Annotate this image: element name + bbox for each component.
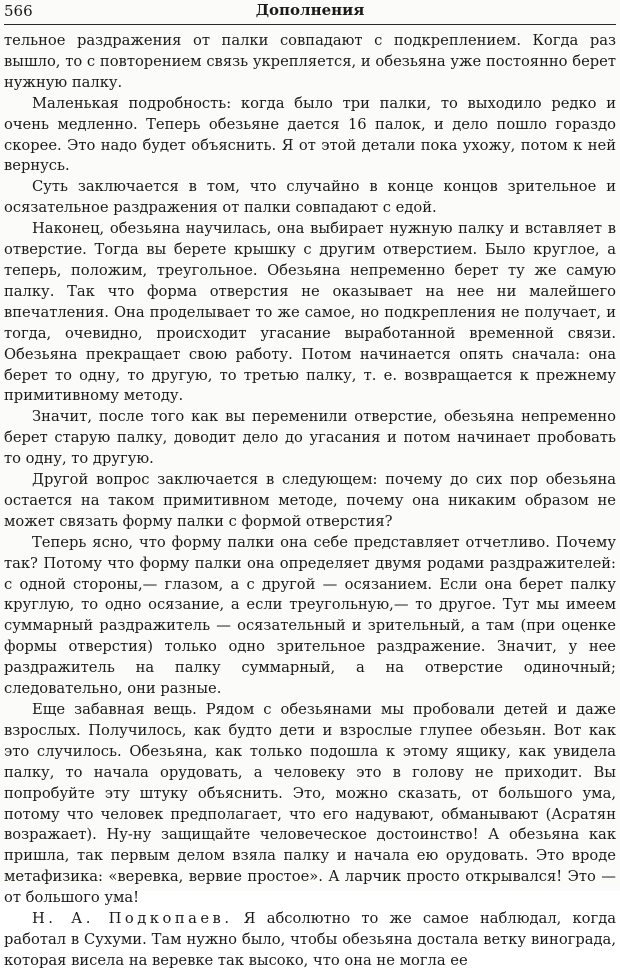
paragraph: Значит, после того как вы переменили отверстие, обезьяна непременно берет старую палку, доводит дело до угасания и потом начинает пробовать то одну, то другую. <box>4 408 616 468</box>
paragraph-speaker <box>4 909 616 972</box>
speaker-name: Н. А. Подкопаев. <box>32 910 233 928</box>
page-number: 566 <box>4 2 33 20</box>
paragraph: Наконец, обезьяна научилась, она выбирает нужную палку и вставляет в отверстие. Тогда вы берете крышку с другим отверстием. Было круглое, а теперь, положим, треугольное. Обезьяна непременно берет ту же самую палку. Так что форма отверстия не оказывает на нее ни малейшего впечатления. Она проделывает то же самое, но подкрепления не получает, и тогда, очевидно, происходит угасание выработанной временной связи. Обезьяна прекращает свою работу. Потом начинается опять сначала: она берет то одну, то другую, то третью палку, т. е. возвращается к прежнему примитивному методу. <box>4 220 616 405</box>
page-header <box>4 0 616 25</box>
paragraph: Суть заключается в том, что случайно в конце концов зрительное и осязательное раздражения от палки совпадают с едой. <box>4 178 616 217</box>
paragraph: Маленькая подробность: когда было три палки, то выходило редко и очень медленно. Теперь обезьяне дается 16 палок, и дело пошло гораздо скорее. Это надо будет объяснить. Я от этой детали пока ухожу, потом к ней вернусь. <box>4 94 616 175</box>
paragraph: тельное раздражения от палки совпадают с подкреплением. Когда раз вышло, то с повторением связь укрепляется, и обезьяна уже постоянно берет нужную палку. <box>4 32 616 91</box>
body-text <box>4 31 616 972</box>
paragraph: Теперь ясно, что форму палки она себе представляет отчетливо. Почему так? Потому что форму палки она определяет двумя родами раздражителей: с одной стороны,— глазом, а с другой — осязанием. Если она берет палку круглую, то одно осязание, а если треугольную,— то другое. Тут мы имеем суммарный раздражитель — осязательный и зрительный, а там (при оценке формы отверстия) только одно зрительное раздражение. Значит, у нее раздражитель на палку суммарный, а на отверстие одиночный; следовательно, они разные. <box>4 533 616 698</box>
paragraph: Другой вопрос заключается в следующем: почему до сих пор обезьяна остается на таком примитивном методе, почему она никаким образом не может связать форму палки с формой отверстия? <box>4 471 616 530</box>
paragraph: Еще забавная вещь. Рядом с обезьянами мы пробовали детей и даже взрослых. Получилось, как будто дети и взрослые глупее обезьян. Вот как это случилось. Обезьяна, как только подошла к этому ящику, как увидела палку, то начала орудовать, а человеку это в голову не приходит. Вы попробуйте эту штуку объяснить. Это, можно сказать, от большого ума, потому что человек предполагает, что его надувают, обманывают (Асратян возражает). Ну-ну защищайте человеческое достоинство! А обезьяна как пришла, так первым делом взяла палку и начала ею орудовать. Это вроде метафизика: «веревка, вервие простое». А ларчик просто открывался! Это — от большого ума! <box>4 701 616 907</box>
speaker-text: Я абсолютно то же самое наблюдал, когда работал в Сухуми. Там нужно было, чтобы обезьяна достала ветку винограда, которая висела на веревке так высоко, что она не могла ее <box>4 910 616 969</box>
running-head: Дополнения <box>255 1 365 19</box>
